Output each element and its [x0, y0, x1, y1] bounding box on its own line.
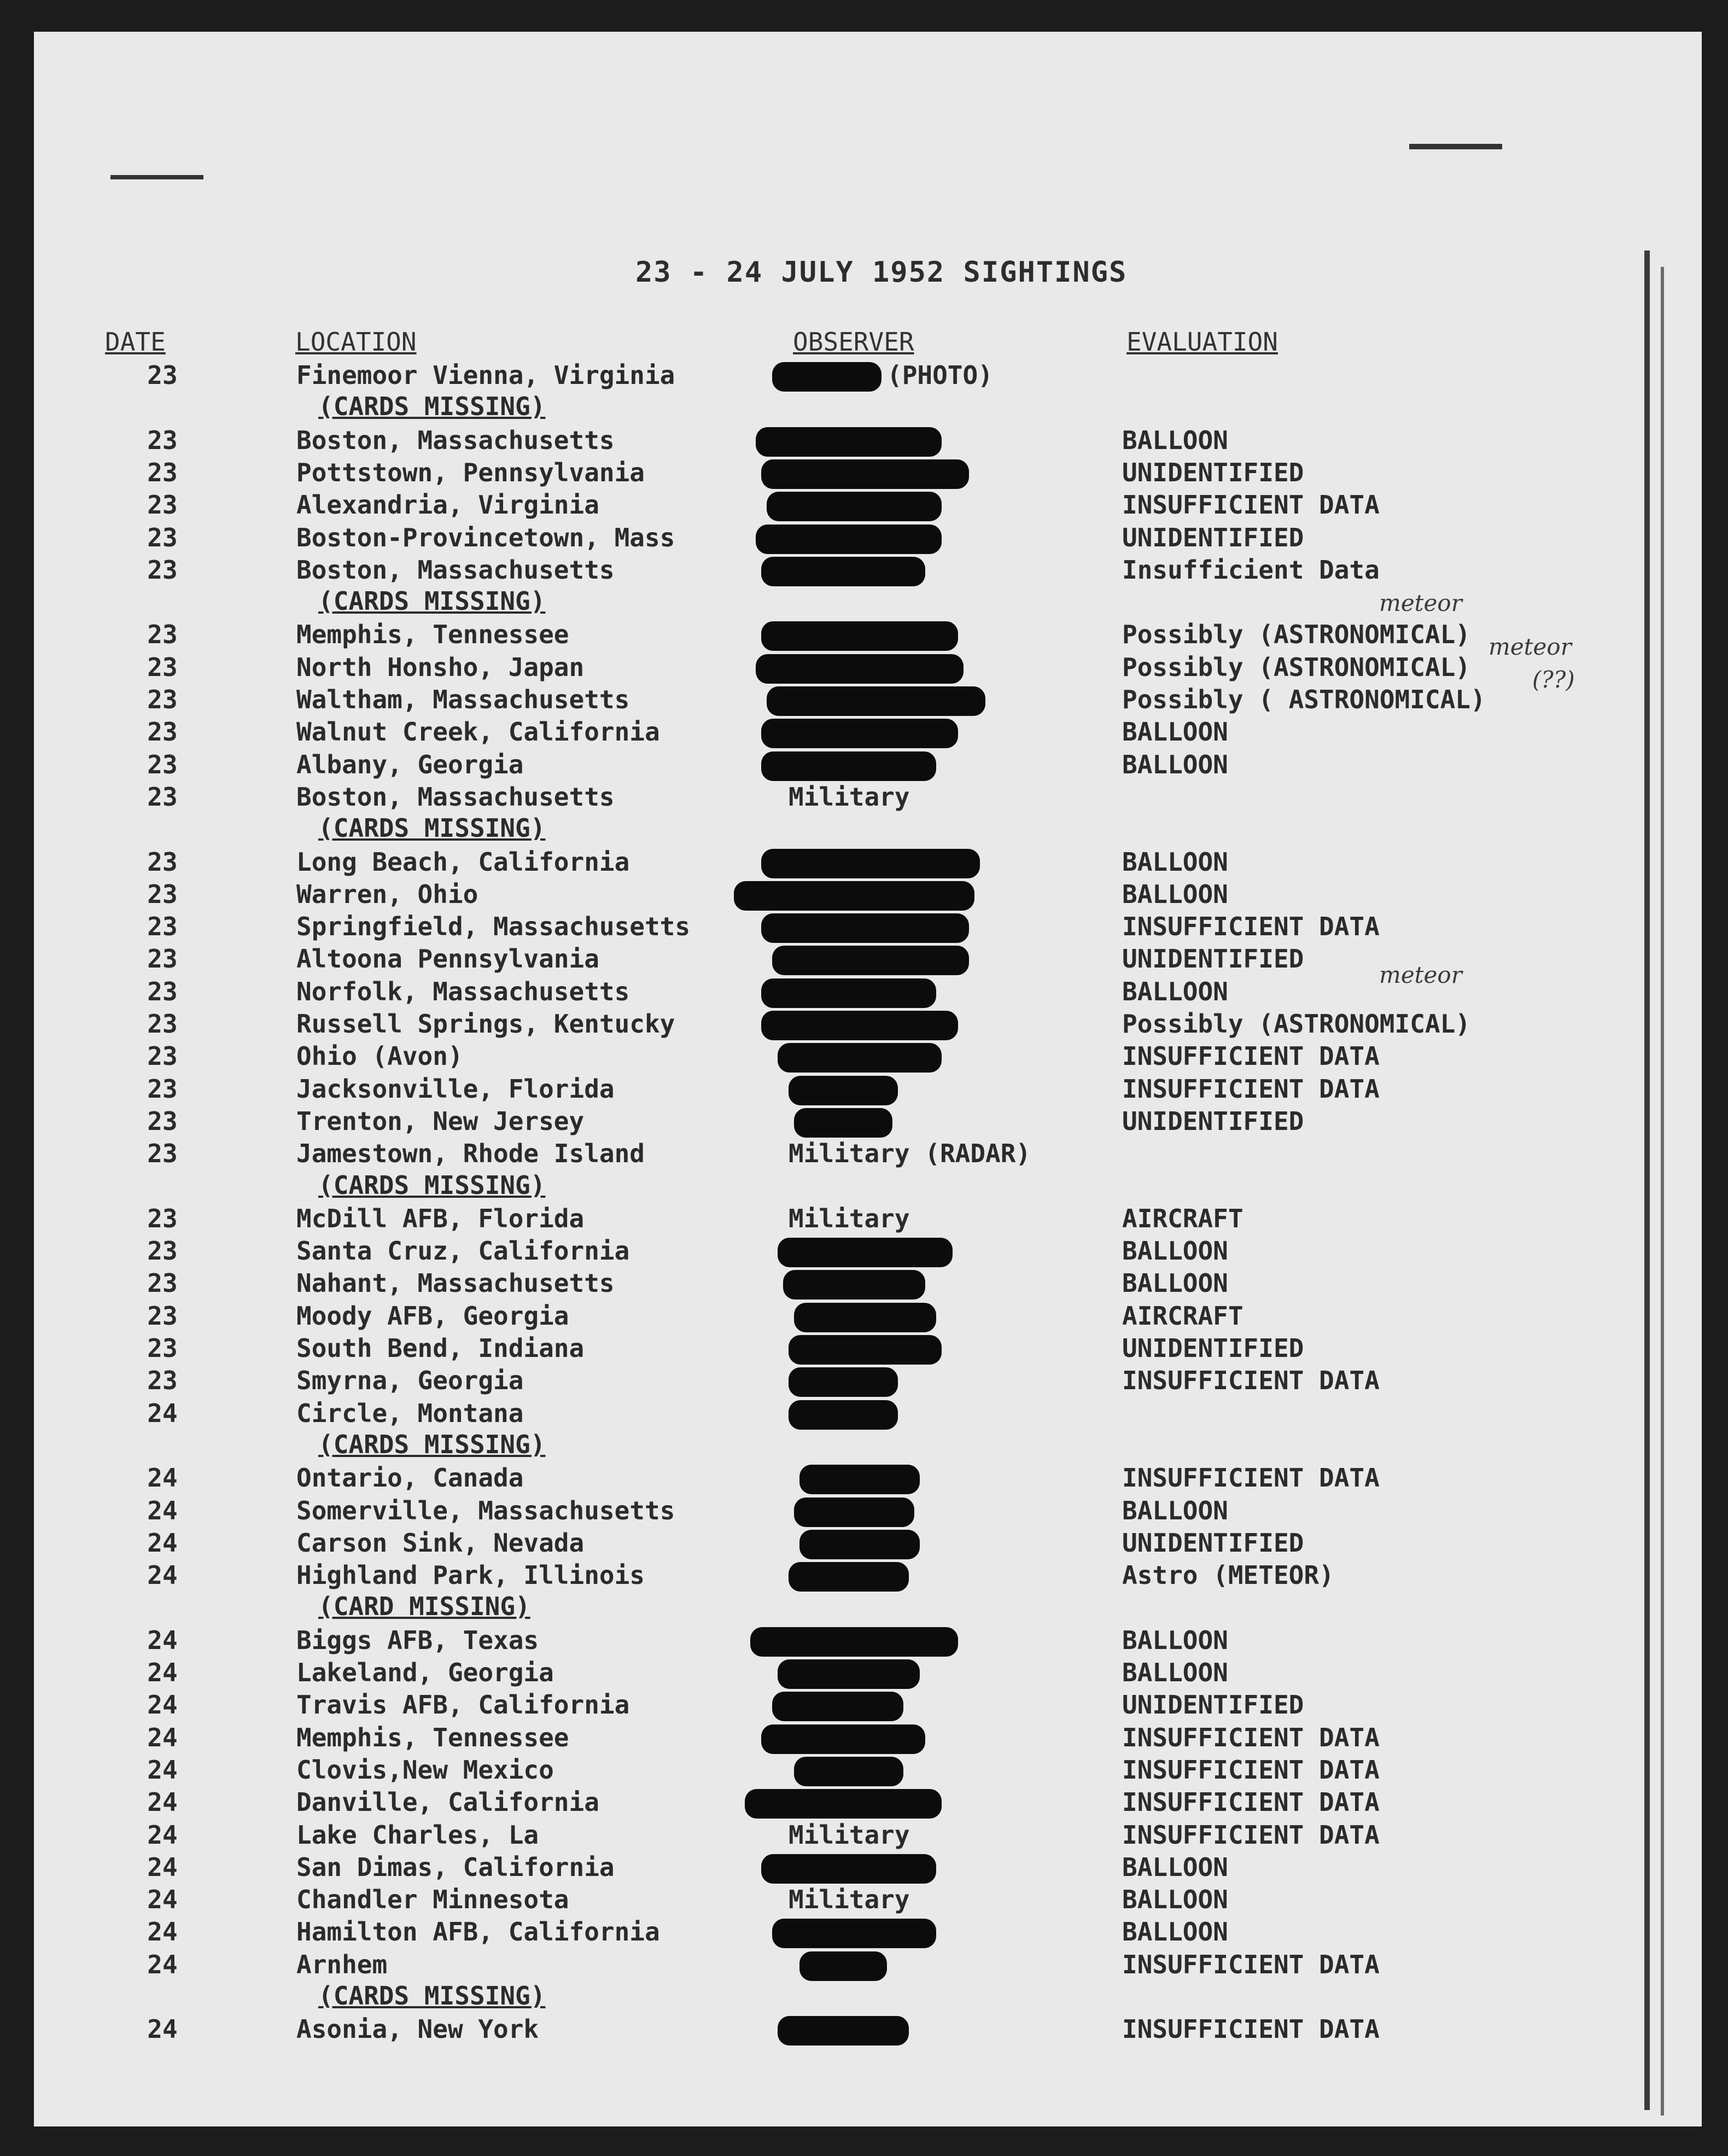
row-evaluation: BALLOON [1122, 879, 1228, 909]
table-row [34, 522, 1674, 555]
redaction-bar [761, 849, 980, 878]
row-location: Hamilton AFB, California [296, 1917, 660, 1947]
redaction-bar [778, 1659, 920, 1689]
redaction-bar [761, 1011, 958, 1040]
table-row [34, 1560, 1674, 1593]
redaction-bar [772, 946, 969, 975]
row-evaluation: BALLOON [1122, 425, 1228, 455]
row-observer: (PHOTO) [887, 360, 993, 390]
table-row [34, 1041, 1674, 1074]
row-location: Albany, Georgia [296, 749, 524, 779]
row-observer: Military [789, 1885, 910, 1915]
row-date: 23 [147, 879, 178, 909]
row-observer: Military [789, 1820, 910, 1850]
row-location: Finemoor Vienna, Virginia [296, 360, 675, 390]
redaction-bar [761, 557, 925, 586]
row-date: 24 [147, 1398, 178, 1428]
row-location: Arnhem [296, 1949, 388, 1979]
cards-missing-note: (CARD MISSING) [318, 1592, 530, 1622]
header-location: LOCATION [295, 327, 417, 357]
row-date: 23 [147, 1203, 178, 1233]
row-location: Boston, Massachusetts [296, 425, 615, 455]
redaction-bar [767, 686, 985, 716]
row-evaluation: Possibly (ASTRONOMICAL) [1122, 652, 1470, 682]
row-location: Carson Sink, Nevada [296, 1528, 585, 1558]
redaction-bar [756, 654, 964, 684]
row-evaluation: BALLOON [1122, 1236, 1228, 1266]
row-evaluation: BALLOON [1122, 1495, 1228, 1525]
row-evaluation: INSUFFICIENT DATA [1122, 1074, 1380, 1104]
row-date: 23 [147, 912, 178, 942]
row-date: 24 [147, 1885, 178, 1915]
row-evaluation: INSUFFICIENT DATA [1122, 1366, 1380, 1396]
row-location: South Bend, Indiana [296, 1333, 585, 1363]
row-evaluation: INSUFFICIENT DATA [1122, 1463, 1380, 1493]
row-date: 23 [147, 749, 178, 779]
table-row [34, 1495, 1674, 1528]
row-evaluation: INSUFFICIENT DATA [1122, 1787, 1380, 1817]
row-date: 23 [147, 976, 178, 1006]
row-evaluation: Astro (METEOR) [1122, 1560, 1334, 1590]
row-evaluation: Possibly ( ASTRONOMICAL) [1122, 685, 1486, 714]
table-row [34, 1333, 1674, 1366]
row-evaluation: INSUFFICIENT DATA [1122, 912, 1380, 942]
row-evaluation: INSUFFICIENT DATA [1122, 1722, 1380, 1752]
row-date: 23 [147, 944, 178, 974]
row-location: Alexandria, Virginia [296, 490, 599, 520]
table-row [34, 1236, 1674, 1268]
row-date: 23 [147, 847, 178, 877]
redaction-bar [778, 1043, 942, 1073]
row-evaluation: Insufficient Data [1122, 555, 1380, 585]
table-row [34, 1365, 1674, 1398]
row-observer: Military [789, 782, 910, 812]
row-date: 23 [147, 522, 178, 552]
cards-missing-note: (CARDS MISSING) [318, 586, 546, 616]
row-location: Boston, Massachusetts [296, 555, 615, 585]
table-row [34, 1949, 1674, 1982]
row-evaluation: UNIDENTIFIED [1122, 457, 1304, 487]
table-row [34, 1916, 1674, 1949]
redaction-bar [756, 427, 942, 457]
row-date: 23 [147, 1333, 178, 1363]
redaction-bar [761, 459, 969, 489]
table-row [34, 1398, 1674, 1431]
table-row [34, 782, 1674, 814]
row-date: 24 [147, 1787, 178, 1817]
row-date: 23 [147, 457, 178, 487]
row-location: Clovis,New Mexico [296, 1755, 554, 1785]
redaction-bar [799, 1951, 887, 1981]
scan-mark [110, 175, 203, 179]
row-date: 23 [147, 782, 178, 812]
row-location: Boston, Massachusetts [296, 782, 615, 812]
row-observer: Military [789, 1203, 910, 1233]
row-date: 23 [147, 425, 178, 455]
redaction-bar [799, 1465, 920, 1494]
row-observer: Military (RADAR) [789, 1139, 1031, 1169]
row-date: 24 [147, 1949, 178, 1979]
row-location: Warren, Ohio [296, 879, 478, 909]
row-evaluation: INSUFFICIENT DATA [1122, 2014, 1380, 2044]
row-evaluation: Possibly (ASTRONOMICAL) [1122, 620, 1470, 650]
row-location: Norfolk, Massachusetts [296, 976, 630, 1006]
handwritten-note: meteor [1488, 633, 1572, 660]
row-location: Jamestown, Rhode Island [296, 1139, 645, 1169]
redaction-bar [767, 492, 942, 521]
row-date: 24 [147, 1755, 178, 1785]
row-location: Smyrna, Georgia [296, 1366, 524, 1396]
table-row [34, 1852, 1674, 1885]
row-date: 23 [147, 1041, 178, 1071]
row-evaluation: INSUFFICIENT DATA [1122, 1041, 1380, 1071]
row-location: Ontario, Canada [296, 1463, 524, 1493]
cards-missing-note: (CARDS MISSING) [318, 1170, 546, 1200]
cards-missing-note: (CARDS MISSING) [318, 392, 546, 422]
table-row [34, 1722, 1674, 1755]
row-date: 24 [147, 1528, 178, 1558]
row-date: 23 [147, 1106, 178, 1136]
redaction-bar [789, 1400, 898, 1430]
handwritten-note: (??) [1532, 666, 1575, 693]
row-evaluation: BALLOON [1122, 1917, 1228, 1947]
row-evaluation: BALLOON [1122, 847, 1228, 877]
table-row [34, 1106, 1674, 1139]
row-location: Somerville, Massachusetts [296, 1495, 675, 1525]
row-date: 23 [147, 1139, 178, 1169]
redaction-bar [794, 1497, 914, 1527]
handwritten-note: meteor [1379, 962, 1462, 988]
row-date: 23 [147, 1366, 178, 1396]
row-location: Jacksonville, Florida [296, 1074, 615, 1104]
row-location: Circle, Montana [296, 1398, 524, 1428]
table-row [34, 1625, 1674, 1658]
row-evaluation: UNIDENTIFIED [1122, 944, 1304, 974]
cards-missing-note: (CARDS MISSING) [318, 813, 546, 843]
table-row [34, 1755, 1674, 1787]
redaction-bar [756, 525, 942, 554]
redaction-bar [783, 1270, 925, 1300]
row-date: 24 [147, 1625, 178, 1655]
row-location: Santa Cruz, California [296, 1236, 630, 1266]
row-date: 23 [147, 717, 178, 747]
table-row [34, 360, 1674, 393]
row-date: 24 [147, 1852, 178, 1882]
table-row [34, 1657, 1674, 1690]
row-location: North Honsho, Japan [296, 652, 585, 682]
row-location: Lake Charles, La [296, 1820, 539, 1850]
table-row [34, 1138, 1674, 1171]
row-date: 24 [147, 1917, 178, 1947]
row-location: Trenton, New Jersey [296, 1106, 585, 1136]
row-location: Highland Park, Illinois [296, 1560, 645, 1590]
table-row [34, 619, 1674, 652]
row-date: 23 [147, 1301, 178, 1331]
row-location: Memphis, Tennessee [296, 1722, 569, 1752]
table-row [34, 1528, 1674, 1560]
row-location: Pottstown, Pennsylvania [296, 457, 645, 487]
row-date: 23 [147, 1074, 178, 1104]
row-date: 23 [147, 652, 178, 682]
row-location: Long Beach, California [296, 847, 630, 877]
table-row [34, 847, 1674, 879]
redaction-bar [778, 2016, 909, 2046]
table-row [34, 1787, 1674, 1820]
row-location: Biggs AFB, Texas [296, 1625, 539, 1655]
row-date: 23 [147, 620, 178, 650]
row-date: 23 [147, 1009, 178, 1039]
redaction-bar [761, 1854, 936, 1884]
redaction-bar [745, 1789, 942, 1819]
row-evaluation: UNIDENTIFIED [1122, 1690, 1304, 1720]
row-date: 24 [147, 1463, 178, 1493]
redaction-bar [794, 1108, 892, 1138]
redaction-bar [761, 1724, 925, 1754]
row-date: 23 [147, 360, 178, 390]
row-date: 23 [147, 490, 178, 520]
row-evaluation: BALLOON [1122, 1852, 1228, 1882]
redaction-bar [789, 1335, 942, 1365]
redaction-bar [761, 621, 958, 651]
row-evaluation: Possibly (ASTRONOMICAL) [1122, 1009, 1470, 1039]
row-evaluation: INSUFFICIENT DATA [1122, 490, 1380, 520]
row-date: 24 [147, 1495, 178, 1525]
redaction-bar [794, 1303, 936, 1332]
table-row [34, 425, 1674, 458]
row-evaluation: UNIDENTIFIED [1122, 522, 1304, 552]
redaction-bar [761, 913, 969, 943]
row-location: Walnut Creek, California [296, 717, 660, 747]
row-location: Lakeland, Georgia [296, 1658, 554, 1687]
row-location: Waltham, Massachusetts [296, 685, 630, 714]
row-location: Springfield, Massachusetts [296, 912, 691, 942]
row-date: 23 [147, 1268, 178, 1298]
table-row [34, 684, 1674, 717]
redaction-bar [778, 1238, 953, 1267]
row-location: Nahant, Massachusetts [296, 1268, 615, 1298]
row-date: 24 [147, 1820, 178, 1850]
row-evaluation: INSUFFICIENT DATA [1122, 1949, 1380, 1979]
redaction-bar [794, 1757, 903, 1786]
row-evaluation: BALLOON [1122, 1268, 1228, 1298]
header-observer: OBSERVER [793, 327, 914, 357]
header-evaluation: EVALUATION [1126, 327, 1278, 357]
redaction-bar [772, 1919, 936, 1948]
table-row [34, 652, 1674, 685]
row-location: Memphis, Tennessee [296, 620, 569, 650]
table-row [34, 749, 1674, 782]
redaction-bar [789, 1562, 909, 1592]
row-evaluation: BALLOON [1122, 1625, 1228, 1655]
row-date: 24 [147, 2014, 178, 2044]
redaction-bar [761, 719, 958, 748]
row-evaluation: INSUFFICIENT DATA [1122, 1820, 1380, 1850]
row-date: 24 [147, 1658, 178, 1687]
redaction-bar [761, 978, 936, 1008]
table-row [34, 1462, 1674, 1495]
table-row [34, 555, 1674, 587]
row-date: 23 [147, 685, 178, 714]
handwritten-note: meteor [1379, 590, 1462, 616]
cards-missing-note: (CARDS MISSING) [318, 1981, 546, 2011]
row-evaluation: AIRCRAFT [1122, 1301, 1244, 1331]
table-row [34, 490, 1674, 522]
table-row [34, 1203, 1674, 1236]
table-row [34, 457, 1674, 490]
scan-mark [1409, 144, 1502, 149]
redaction-bar [789, 1076, 898, 1105]
row-date: 24 [147, 1722, 178, 1752]
row-location: Boston-Provincetown, Mass [296, 522, 675, 552]
row-evaluation: BALLOON [1122, 749, 1228, 779]
row-location: Danville, California [296, 1787, 599, 1817]
table-row [34, 1009, 1674, 1041]
row-evaluation: UNIDENTIFIED [1122, 1333, 1304, 1363]
row-date: 24 [147, 1560, 178, 1590]
row-date: 24 [147, 1690, 178, 1720]
redaction-bar [789, 1367, 898, 1397]
redaction-bar [772, 362, 881, 392]
row-evaluation: INSUFFICIENT DATA [1122, 1755, 1380, 1785]
table-row [34, 2014, 1674, 2047]
row-evaluation: BALLOON [1122, 1658, 1228, 1687]
redaction-bar [772, 1692, 903, 1721]
row-evaluation: UNIDENTIFIED [1122, 1106, 1304, 1136]
row-location: Moody AFB, Georgia [296, 1301, 569, 1331]
table-row [34, 911, 1674, 944]
table-row [34, 716, 1674, 749]
redaction-bar [734, 881, 974, 911]
row-evaluation: BALLOON [1122, 717, 1228, 747]
row-location: Russell Springs, Kentucky [296, 1009, 675, 1039]
row-date: 23 [147, 555, 178, 585]
row-evaluation: BALLOON [1122, 1885, 1228, 1915]
row-location: Chandler Minnesota [296, 1885, 569, 1915]
redaction-bar [799, 1530, 920, 1559]
table-row [34, 879, 1674, 912]
table-row [34, 1820, 1674, 1852]
redaction-bar [750, 1627, 958, 1657]
row-location: Travis AFB, California [296, 1690, 630, 1720]
row-evaluation: BALLOON [1122, 976, 1228, 1006]
table-row [34, 1268, 1674, 1301]
row-location: Asonia, New York [296, 2014, 539, 2044]
table-row [34, 1884, 1674, 1917]
cards-missing-note: (CARDS MISSING) [318, 1429, 546, 1459]
table-row [34, 1074, 1674, 1106]
row-location: McDill AFB, Florida [296, 1203, 585, 1233]
table-row [34, 1301, 1674, 1333]
row-location: San Dimas, California [296, 1852, 615, 1882]
redaction-bar [761, 751, 936, 781]
document-title: 23 - 24 JULY 1952 SIGHTINGS [635, 256, 1128, 289]
row-date: 23 [147, 1236, 178, 1266]
row-evaluation: AIRCRAFT [1122, 1203, 1244, 1233]
table-row [34, 1689, 1674, 1722]
row-location: Altoona Pennsylvania [296, 944, 599, 974]
row-evaluation: UNIDENTIFIED [1122, 1528, 1304, 1558]
header-date: DATE [105, 327, 166, 357]
row-location: Ohio (Avon) [296, 1041, 463, 1071]
document-page [34, 32, 1702, 2126]
